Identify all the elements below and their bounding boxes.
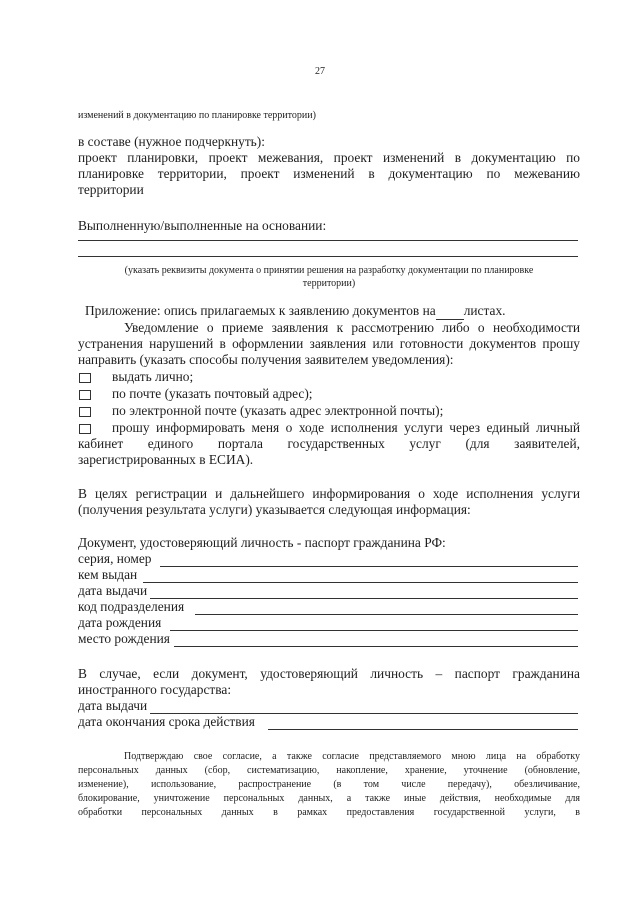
option-portal-line-3: зарегистрированных в ЕСИА). <box>78 452 254 467</box>
page-number: 27 <box>315 66 325 77</box>
foreign-line-1: В случае, если документ, удостоверяющий личность – паспорт гражданина <box>78 666 580 681</box>
attachment-sheets-blank <box>436 303 464 320</box>
basis-hint-line-1: (указать реквизиты документа о принятии решения на разработку документации по планировке <box>124 265 534 276</box>
registration-line-2: (получения результата услуги) указывается следующая информация: <box>78 502 471 517</box>
option-post-label: по почте (указать почтовый адрес); <box>112 386 313 401</box>
composition-line-2: планировке территории, проект изменений в документацию по межеванию <box>78 166 580 181</box>
passport-rf-heading: Документ, удостоверяющий личность - паспорт гражданина РФ: <box>78 535 446 550</box>
attachment-text: Приложение: опись прилагаемых к заявлению документов на <box>85 303 436 318</box>
foreign-issue-date-label: дата выдачи <box>78 698 148 713</box>
attachment-line <box>85 303 505 320</box>
header-fragment: изменений в документацию по планировке территории) <box>78 110 316 121</box>
field-issued-by-label: кем выдан <box>78 567 138 582</box>
option-portal-label: прошу информировать меня о ходе исполнения услуги через единый личный <box>112 420 580 435</box>
field-issue-date-label: дата выдачи <box>78 583 148 598</box>
composition-line-3: территории <box>78 182 144 197</box>
field-division-code-label: код подразделения <box>78 599 185 614</box>
option-portal-checkbox[interactable] <box>79 424 91 434</box>
foreign-line-2: иностранного государства: <box>78 682 232 697</box>
attachment-unit: листах. <box>463 303 506 318</box>
composition-line-1: проект планировки, проект межевания, проект изменений в документацию по <box>78 150 580 165</box>
field-birth-date-input[interactable] <box>170 630 578 631</box>
field-issue-date-input[interactable] <box>150 598 578 599</box>
registration-line-1: В целях регистрации и дальнейшего информирования о ходе исполнения услуги <box>78 486 580 501</box>
basis-blank-line-1 <box>78 240 578 241</box>
field-birth-place-label: место рождения <box>78 631 170 646</box>
option-email-checkbox[interactable] <box>79 407 91 417</box>
field-birth-place-input[interactable] <box>174 646 578 647</box>
consent-line-2: персональных данных (сбор, систематизацию, накопление, хранение, уточнение (обновление, <box>78 765 580 776</box>
field-division-code-input[interactable] <box>195 614 578 615</box>
basis-label: Выполненную/выполненные на основании: <box>78 218 327 233</box>
composition-label: в составе (нужное подчеркнуть): <box>78 134 265 149</box>
option-in-person-label: выдать лично; <box>112 369 194 384</box>
consent-line-5: обработки персональных данных в рамках предоставления государственной услуги, в <box>78 807 580 818</box>
option-post-checkbox[interactable] <box>79 390 91 400</box>
option-in-person-checkbox[interactable] <box>79 373 91 383</box>
field-birth-date-label: дата рождения <box>78 615 162 630</box>
basis-hint-line-2: территории) <box>302 278 356 289</box>
consent-line-1: Подтверждаю свое согласие, а также согласие представляемого мною лица на обработку <box>124 751 580 762</box>
field-issued-by-input[interactable] <box>143 582 578 583</box>
foreign-expiry-date-input[interactable] <box>268 729 578 730</box>
foreign-expiry-date-label: дата окончания срока действия <box>78 714 255 729</box>
field-series-number-label: серия, номер <box>78 551 152 566</box>
option-email-label: по электронной почте (указать адрес электронной почты); <box>112 403 444 418</box>
notification-line-2: устранения нарушений в оформлении заявления или готовности документов прошу <box>78 336 580 351</box>
basis-blank-line-2 <box>78 256 578 257</box>
field-series-number-input[interactable] <box>160 566 578 567</box>
option-portal-line-2: кабинет единого портала государственных услуг (для заявителей, <box>78 436 580 451</box>
notification-line-1: Уведомление о приеме заявления к рассмотрению либо о необходимости <box>124 320 580 335</box>
consent-line-3: изменение), использование, распространение (в том числе передачу), обезличивание, <box>78 779 580 790</box>
consent-line-4: блокирование, уничтожение персональных данных, а также иные действия, необходимые для <box>78 793 580 804</box>
notification-line-3: направить (указать способы получения заявителем уведомления): <box>78 352 454 367</box>
